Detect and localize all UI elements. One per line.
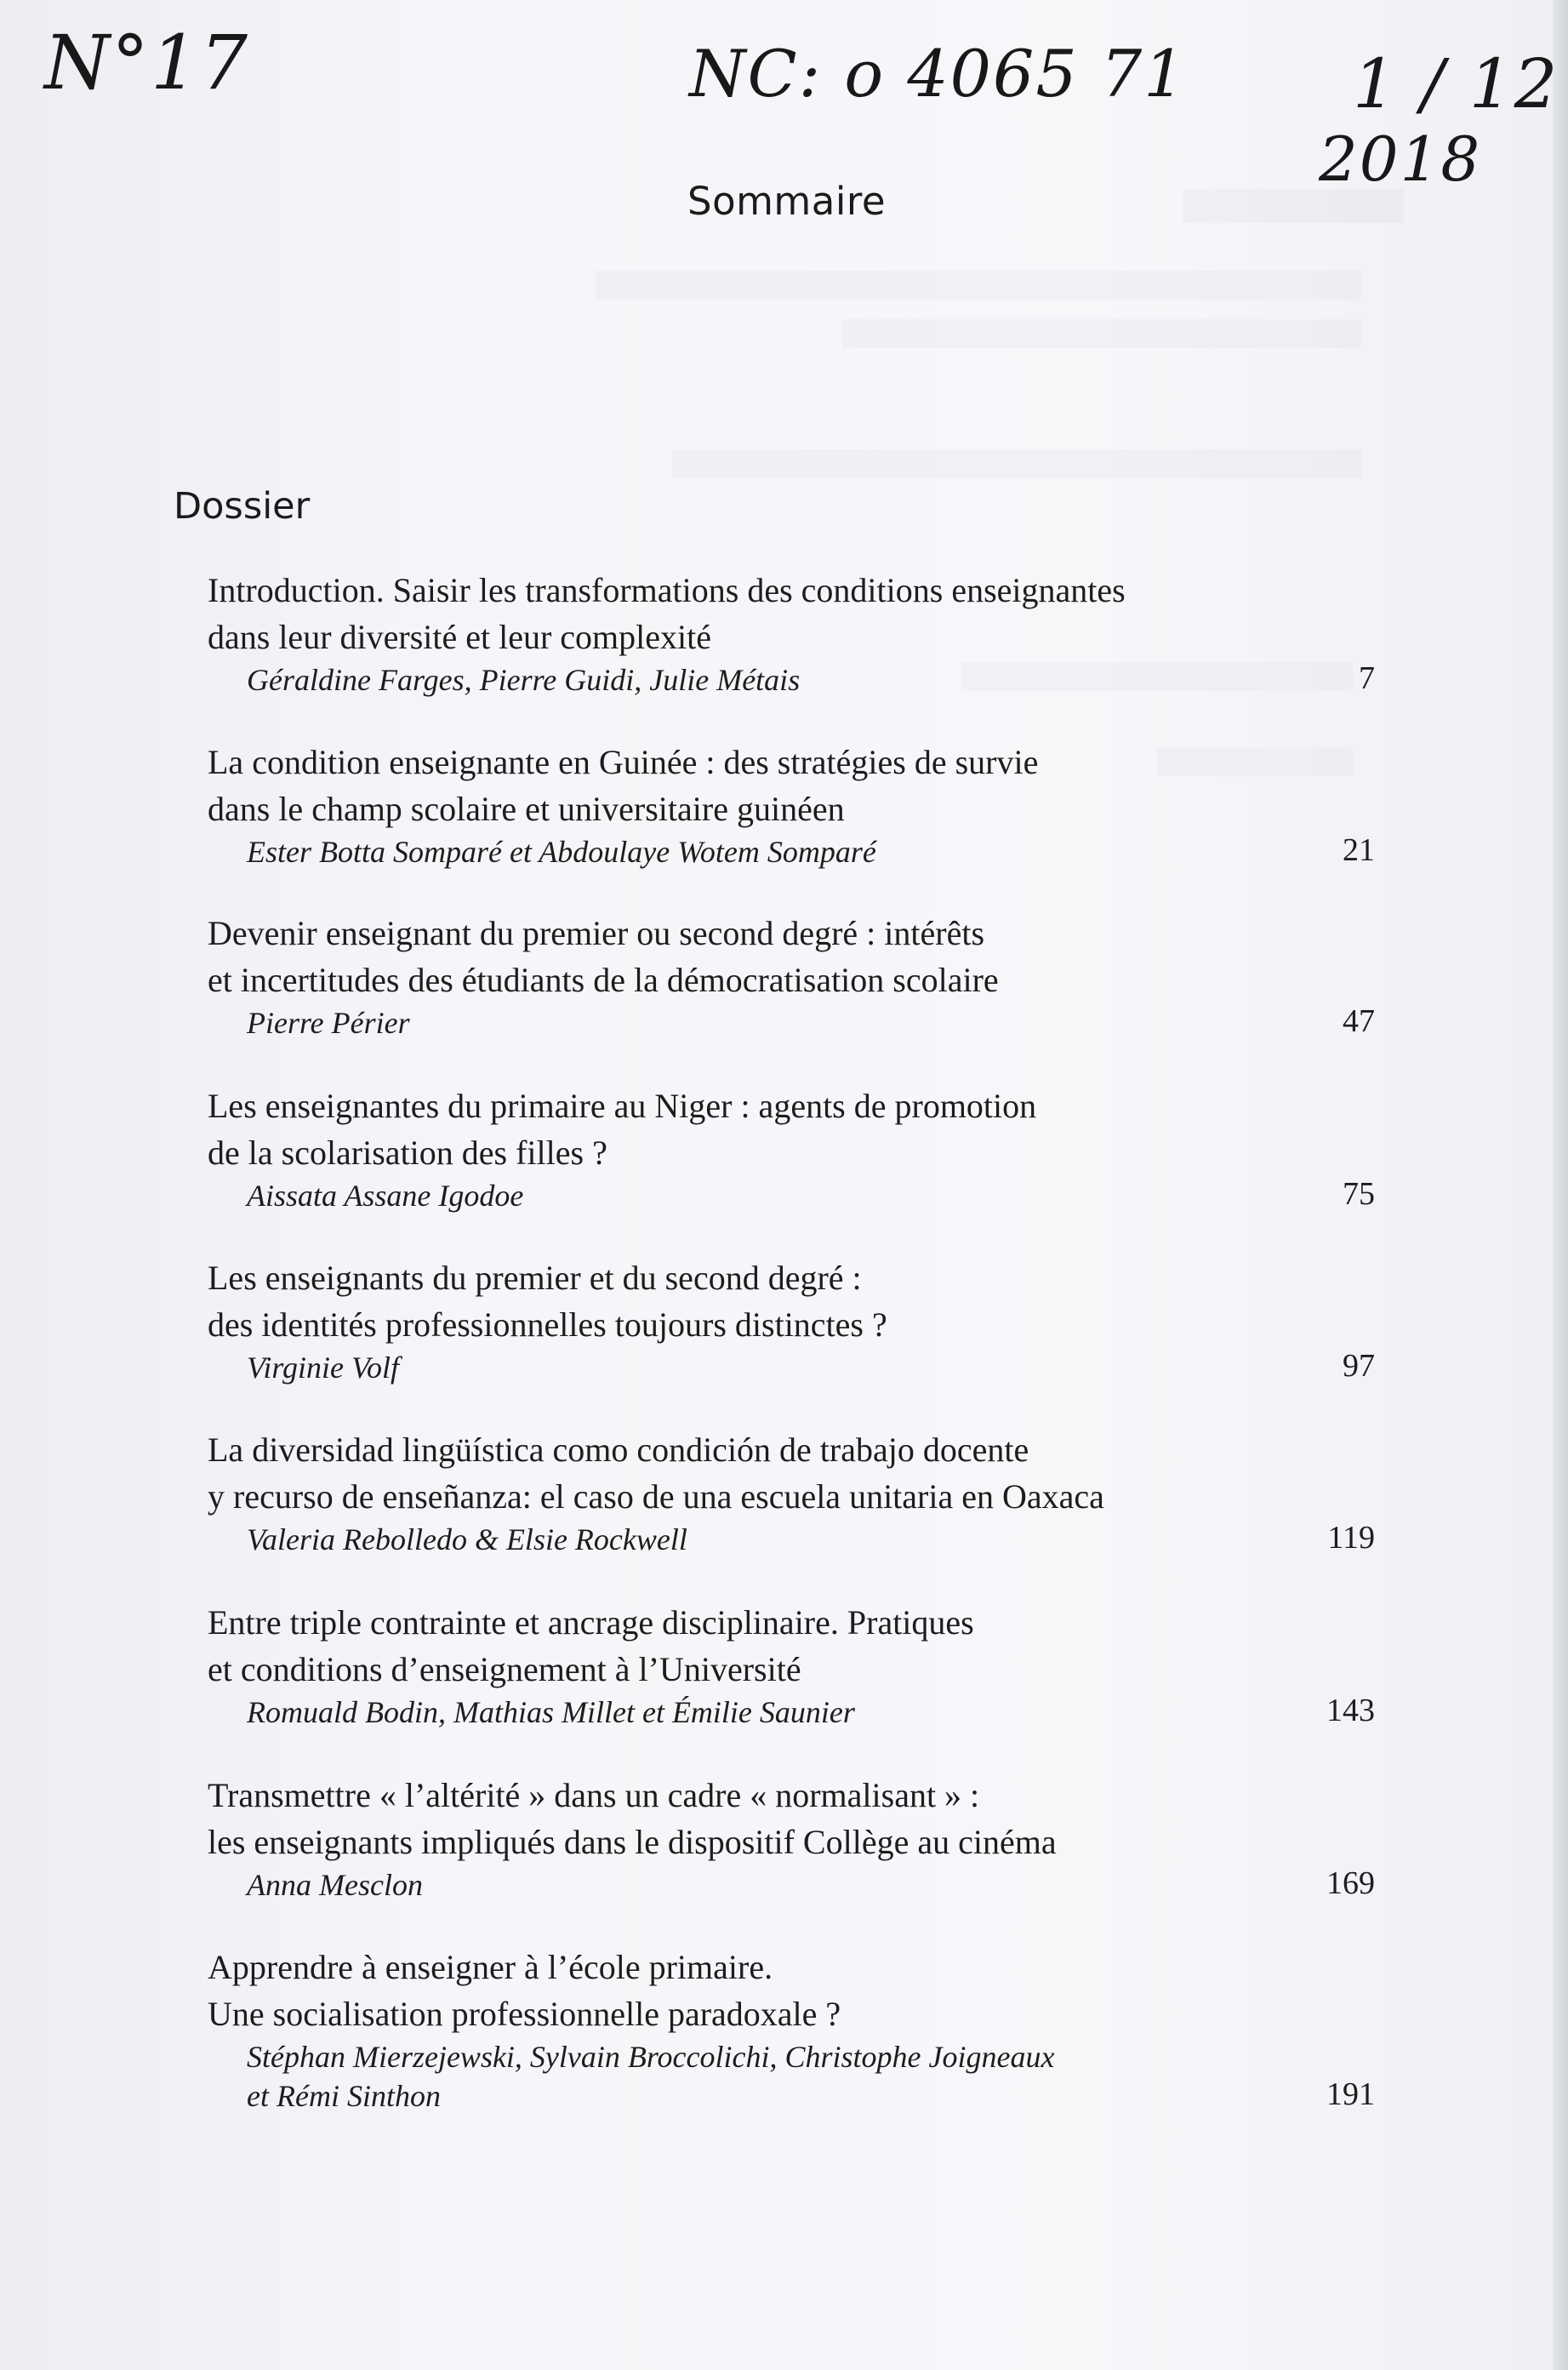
toc-entry-title: Devenir enseignant du premier ou second degré : intérêts et incertitudes des étudiants de la démocratisation scolaire: [208, 914, 999, 999]
toc-entry-title: Transmettre « l’altérité » dans un cadre « normalisant » : les enseignants impliqués dans le dispositif Collège au cinéma: [208, 1776, 1057, 1861]
toc-entry-title: La diversidad lingüística como condición de trabajo docente y recurso de enseñanza: el caso de una escuela unitaria en Oaxaca: [208, 1431, 1104, 1516]
handwritten-registration-number: NC: o 4065 71: [689, 36, 1187, 111]
toc-entry-page: 143: [1326, 1693, 1375, 1728]
toc-entry-authors: Romuald Bodin, Mathias Millet et Émilie Saunier: [247, 1695, 855, 1729]
handwritten-year: 2018: [1319, 123, 1482, 195]
toc-entry-authors: Aissata Assane Igodoe: [247, 1179, 524, 1213]
toc-entry-authors: Anna Mesclon: [247, 1868, 423, 1902]
bleed-through-mark: [842, 319, 1361, 348]
bleed-through-mark: [672, 449, 1361, 478]
page-edge: [1553, 0, 1568, 2370]
toc-entry: [208, 567, 1382, 700]
toc-entry-page: 119: [1327, 1520, 1375, 1556]
toc-entry-authors: Stéphan Mierzejewski, Sylvain Broccolichi, Christophe Joigneaux et Rémi Sinthon: [247, 2040, 1055, 2113]
toc-entry-page: 191: [1326, 2076, 1375, 2112]
toc-entry-page: 75: [1343, 1176, 1375, 1212]
toc-entry-authors: Ester Botta Somparé et Abdoulaye Wotem Somparé: [247, 835, 876, 869]
page-title: Sommaire: [687, 179, 887, 224]
toc-entry-page: 7: [1359, 660, 1375, 696]
toc-entry-authors: Géraldine Farges, Pierre Guidi, Julie Métais: [247, 663, 801, 697]
toc-entry-page: 21: [1343, 832, 1375, 868]
toc-entry: [208, 1426, 1382, 1559]
toc-entry-page: 169: [1326, 1865, 1375, 1901]
toc-entry: [208, 1599, 1382, 1732]
handwritten-issue-number: N°17: [44, 19, 249, 106]
toc-entry-title: La condition enseignante en Guinée : des stratégies de survie dans le champ scolaire et universitaire guinéen: [208, 743, 1039, 828]
toc-entry: [208, 1082, 1382, 1215]
toc-entry-authors: Pierre Périer: [247, 1006, 410, 1040]
toc-entry-page: 97: [1343, 1348, 1375, 1384]
toc-entry-title: Les enseignantes du primaire au Niger : agents de promotion de la scolarisation des filles ?: [208, 1087, 1037, 1172]
toc-entry: [208, 1944, 1382, 2116]
toc-entry: [208, 739, 1382, 871]
toc-entry: [208, 1772, 1382, 1905]
toc-entry-authors: Valeria Rebolledo & Elsie Rockwell: [247, 1522, 687, 1556]
toc-entry-title: Apprendre à enseigner à l’école primaire. Une socialisation professionnelle paradoxale ?: [208, 1948, 841, 2033]
toc-entry: [208, 1254, 1382, 1387]
toc-entry-title: Introduction. Saisir les transformations des conditions enseignantes dans leur diversité et leur complexité: [208, 571, 1126, 656]
section-heading: Dossier: [174, 485, 311, 528]
toc-entry-title: Les enseignants du premier et du second degré : des identités professionnelles toujours distinctes ?: [208, 1259, 887, 1344]
bleed-through-mark: [596, 271, 1361, 300]
toc-entry-authors: Virginie Volf: [247, 1351, 399, 1385]
toc-entry: [208, 910, 1382, 1042]
toc-entry-title: Entre triple contrainte et ancrage disciplinaire. Pratiques et conditions d’enseignement à l’Université: [208, 1603, 974, 1688]
handwritten-volume: 1 / 12: [1353, 44, 1559, 123]
toc-entry-page: 47: [1343, 1003, 1375, 1039]
